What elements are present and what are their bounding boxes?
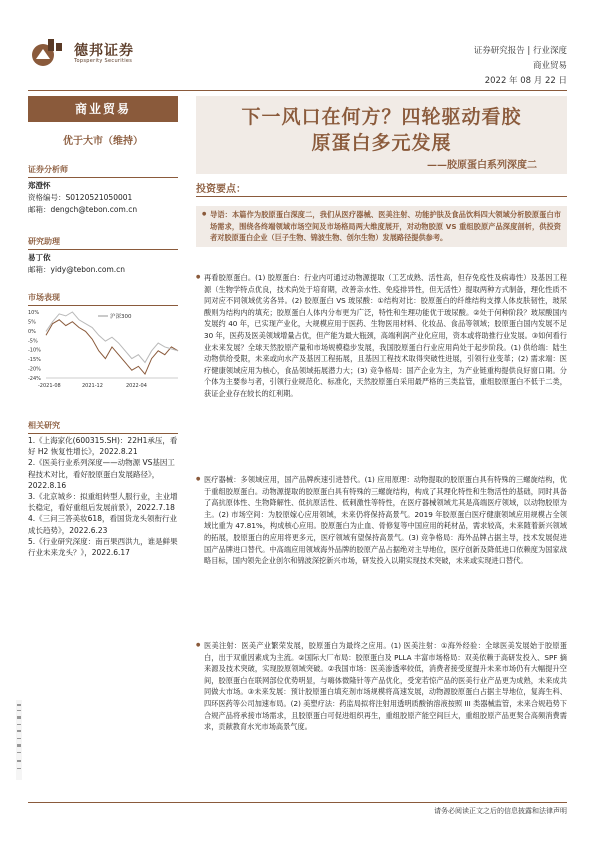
- assistant-section-title: 研究助理: [28, 236, 178, 250]
- related-item[interactable]: 4.《三问三答美妆618，看国货龙头领衔行业成长趋势》，2022.6.23: [28, 514, 177, 535]
- related-item[interactable]: 1.《上海家化(600315.SH)：22H1承压，看好 H2 恢复性增长》，2022.8.21: [28, 436, 178, 457]
- rating: 优于大市（维持）: [63, 136, 143, 147]
- y-tick-label: -20%: [28, 366, 41, 373]
- market-section-title: 市场表现: [28, 292, 178, 306]
- related-item[interactable]: 5.《行业研究深度：南百果西洪九，谁是鲜果行业未来龙头？》，2022.6.17: [28, 536, 178, 558]
- related-item[interactable]: 3.《北京城乡：拟重组转型人服行业，主业增长稳定，看好重组后发展前景》，2022.7.18: [28, 492, 178, 513]
- market-chart: [28, 308, 180, 390]
- footer-disclaimer: 请务必阅读正文之后的信息披露和法律声明: [434, 807, 567, 815]
- x-tick-label: 2022-04: [126, 383, 147, 389]
- report-type: 证券研究报告 | 行业深度: [473, 46, 567, 56]
- investment-points-title: 投资要点：: [196, 184, 246, 195]
- report-title-line1: 下一风口在何方？四轮驱动看胶: [241, 106, 522, 128]
- paragraph-aesthetic: [196, 640, 567, 733]
- legend-label: 沪深300: [110, 314, 132, 320]
- tebon-logo-icon: [28, 37, 68, 67]
- y-tick-label: 5%: [28, 319, 36, 326]
- y-tick-label: 10%: [28, 310, 40, 316]
- y-tick-label: -10%: [28, 347, 41, 354]
- y-tick-label: -24%: [28, 376, 41, 382]
- analyst-email: 邮箱：dengch@tebon.com.cn: [28, 205, 138, 214]
- guide-text: ● 导语：本篇作为胶原蛋白深度二，我们从医疗器械、医美注射、功能护肤及食品饮料四大领域分析胶原蛋白市场需求，围绕各终端领域市场空间及市场格局两大维度展开，对动物胶原 VS 重组胶原产品深度剖析，供投资者对胶原蛋白企业（巨子生物、锦波生物、创尔生物）发展路径提供参考。: [202, 209, 561, 244]
- series-line-0: [46, 320, 178, 374]
- analyst-section-title: 证券分析师: [28, 164, 178, 178]
- report-title-line2: 原蛋白多元发展: [311, 132, 452, 154]
- company-name-cn: 德邦证券: [74, 43, 134, 59]
- related-item[interactable]: 2.《医美行业系列深度——动物源 VS基因工程技术对比，看好胶原蛋白发展路径》，2022.8.16: [28, 458, 175, 490]
- p1-text: ● 再看胶原蛋白。(1) 胶原蛋白：行业内可通过动物源提取（工艺成熟、活性高，但存免疫性及病毒性）及基因工程源（生物学特点优良，技术尚处于培育期，改善亲水性、免疫排异性，但无活性）提取两种方式制备，理化性质不同对应不同领域优劣各异。(2) 胶原蛋白 VS 玻尿酸：①结构对比：胶原蛋白的纤维结构支撑人体皮肤韧性，玻尿酸则为结构内的填充；胶原蛋白人体内分布更为广泛，特性和生理功能优于玻尿酸。②处于何种阶段？玻尿酸国内发展约 40 年，已实现产业化，大规模应用于医药、生物医用材料、化妆品、食品等领域；胶原蛋白国内发展不足 30 年，医药及医美领域增量占优，但产能为最大瓶颈，高端利润产业化应用，资本或将助推行业发展。③如何看行业未来发展？全球天然胶原产量和市场规模稳步发展，我国胶原蛋白行业应用尚处于起步阶段。(1) 供给端：陆生动物供给受限，未来或向水产及基因工程拓展，且基因工程技术取得突破性进展，引领行业变革；(2) 需求端：医疗健康领域应用为核心，食品领域拓展潜力大；(3) 竞争格局：国产企业为主，为产业链重构提供良好窗口期。分个体为主要参与者，引领行业规范化、标准化，天然胶原蛋白采用最严格的三类监管，重组胶原蛋白不低于二类，获证企业存在较长的红利期。: [196, 272, 567, 400]
- y-tick-label: -5%: [28, 338, 38, 345]
- title-area: [196, 96, 567, 174]
- guide-paragraph: [196, 206, 567, 247]
- report-date: 2022 年 08 月 22 日: [484, 76, 567, 86]
- p3-text: ● 医美注射：医美产业繁荣发展，胶原蛋白为最终之应用。(1) 医美注射：①海外经验：全球医美发展始于胶原蛋白，出于双重因素成为主流。②国际大厂布局：胶原蛋白及 PLLA 丰富市场格局：双美依赖于高研发投入、SPF 摘来源及技术突破，实现胶原领域突破。②我国市场：医美渗透率较低，消费者接受度提升未来市场仍有大幅提升空间，胶原蛋白在联网部位优势明显，与嗨体微隆针等产品优化，受宠若惊产品的医美行业产品更为成熟，未来成共同做大市场。③未来发展：预计胶原蛋白填充剂市场规模将高速发展，动物源胶原蛋白占据主导地位，复海生科、四环医药等公司加速布局。(2) 美塑疗法：药监局拟将注射用透明质酸钠溶液按照 III 类器械监管，未来合规趋势下合规产品将承接市场需求，且胶原蛋白可促进组织再生，重组胶原产能空间巨大，重组胶原产品更契合高频消费需求，贡献教育水光市场高景气度。: [196, 640, 567, 733]
- sector-box: 商业贸易: [28, 96, 178, 122]
- barcode-icon: [14, 700, 24, 780]
- investment-rule: [196, 196, 567, 197]
- header-meta: [474, 44, 567, 89]
- report-subtitle: ——胶原蛋白系列深度二: [427, 160, 537, 171]
- x-tick-label: 2021-12: [82, 383, 103, 389]
- company-name-en: Topsperity Securities: [74, 58, 133, 64]
- y-tick-label: 0%: [28, 328, 36, 335]
- related-section-title: 相关研究: [28, 420, 178, 434]
- assistant-email: 邮箱：yidy@tebon.com.cn: [28, 265, 126, 274]
- paragraph-medical: [196, 474, 567, 567]
- related-list: [28, 435, 182, 558]
- x-tick-label: -2021-08: [38, 383, 61, 389]
- footer-rule: [28, 802, 567, 803]
- analyst-name: 郑澄怀: [28, 181, 51, 190]
- y-tick-label: -15%: [28, 357, 41, 364]
- analyst-info: [28, 180, 180, 216]
- assistant-name: 易丁依: [28, 253, 51, 262]
- assistant-info: [28, 252, 180, 276]
- paragraph-collagen: [196, 272, 567, 400]
- analyst-cert: 资格编号：S0120521050001: [28, 193, 133, 202]
- header-sector: 商业贸易: [532, 61, 567, 71]
- p2-text: ● 医疗器械：多领域应用，国产品牌疾速引进替代。(1) 应用原理：动物提取的胶原蛋白具有特殊的三螺旋结构，优于重组胶原蛋白。动物源提取的胶原蛋白具有特殊的三螺旋结构，构成了其理化特性和生物活性的基础，同时具备了高抗原体性、生物降解性、低抗原活性、低刺激性等特性，在医疗器械领域尤其是高端医疗领域，以动物胶原为主。(2) 市场空间：为胶原嫁心应用领域，未来仍将保持高景气。2019 年胶原蛋白医疗健康领域应用规模占全领域比重为 47.81%，构成核心应用。胶原蛋白为止血、骨修复等中国应用的耗材品，需求较高，未来随着新兴领域的拓展，胶原蛋白的应用将更多元，医疗领域有望保持高景气。(3) 竞争格局：海外品牌占据主导，技术发展促进国产品牌进口替代。中高端应用领域海外品牌的胶原产品占据绝对主导地位，医疗创新及降低进口依赖度为国家战略目标，国内领先企业创尔和锦波深挖新兴市场，研发投入以期实现技术突破，未来或实现进口替代。: [196, 474, 567, 567]
- header-rule: [28, 90, 567, 91]
